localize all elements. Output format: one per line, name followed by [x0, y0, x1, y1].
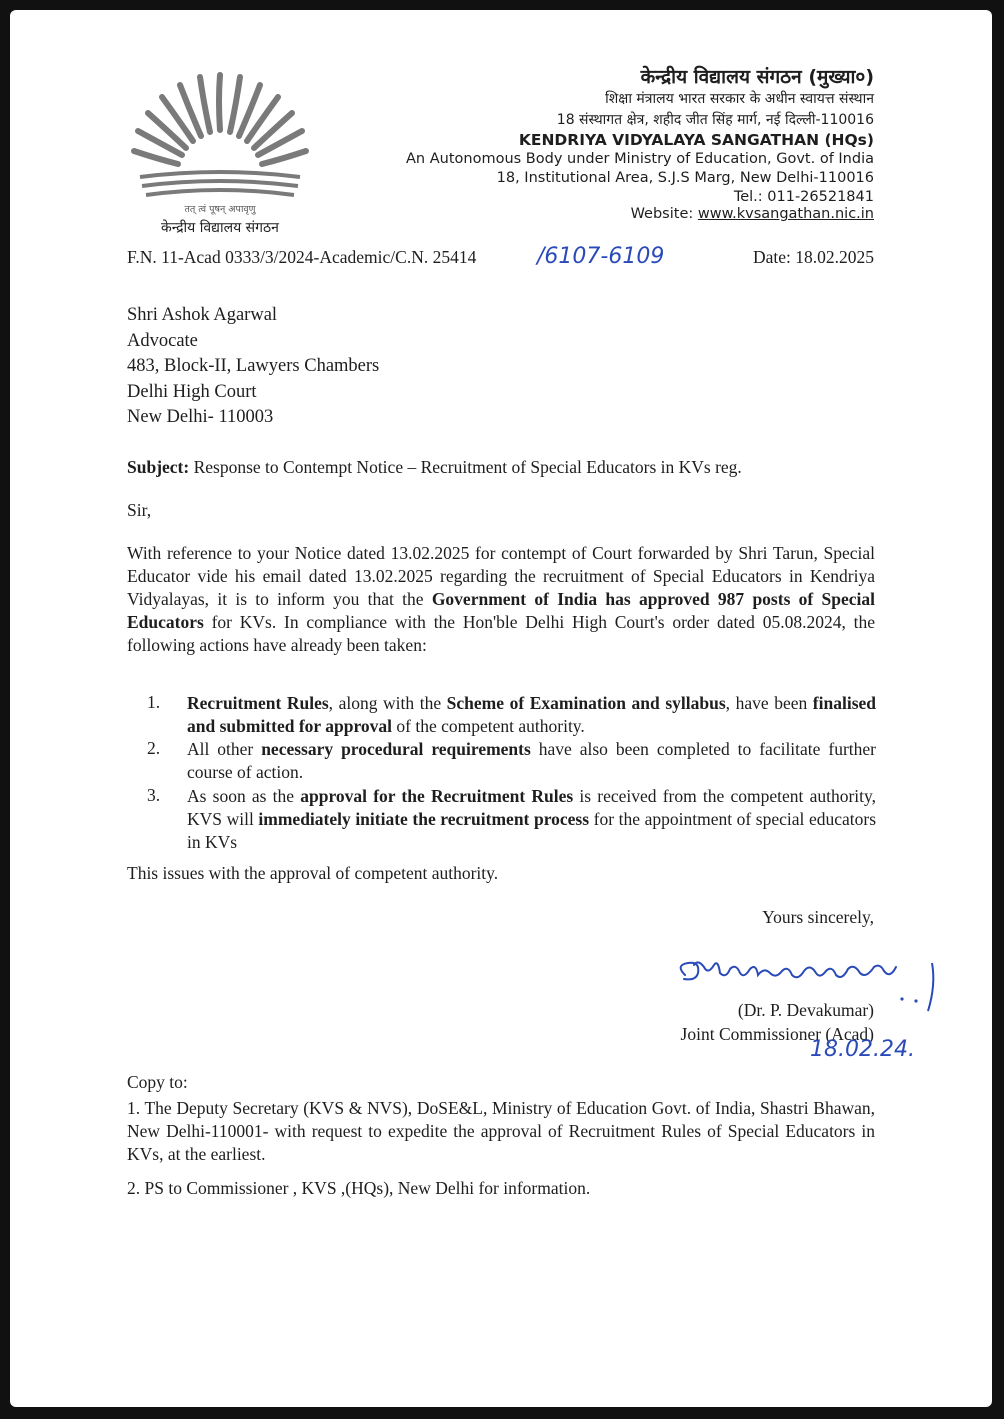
list-emphasis: immediately initiate the recruitment process [258, 809, 590, 829]
addressee-line: Advocate [127, 330, 198, 351]
copy-to-label: Copy to: [127, 1072, 188, 1092]
list-text: have also been completed to facilitate further course of action. [187, 739, 876, 782]
list-emphasis: approval for the Recruitment Rules [300, 786, 574, 806]
list-text: of the competent authority. [392, 716, 585, 736]
list-text: , have been [725, 693, 813, 713]
salutation: Sir, [127, 500, 152, 520]
list-number: 2. [147, 738, 161, 758]
list-number: 3. [147, 785, 161, 805]
list-item [187, 738, 876, 784]
list-emphasis: Recruitment Rules [187, 693, 329, 713]
body-text: for KVs. In compliance with the Hon'ble Delhi High Court's order dated 05.08.2024, the following actions have already been taken: [127, 612, 875, 655]
addressee-line: Delhi High Court [127, 381, 257, 402]
letter-page [10, 10, 992, 1407]
kvs-rising-sun-emblem-icon [120, 55, 320, 240]
list-item [187, 692, 876, 738]
addressee-line: Shri Ashok Agarwal [127, 305, 278, 325]
yours-sincerely: Yours sincerely, [762, 907, 874, 927]
autonomous-body-line: An Autonomous Body under Ministry of Education, Govt. of India [406, 151, 874, 167]
signatory-name: (Dr. P. Devakumar) [737, 1000, 874, 1020]
list-emphasis: finalised and submitted for approval [187, 693, 877, 736]
org-name-hindi: केन्द्रीय विद्यालय संगठन (मुख्या०) [640, 66, 874, 88]
logo-name: केन्द्रीय विद्यालय संगठन [161, 220, 279, 236]
addressee-line: 483, Block-II, Lawyers Chambers [127, 356, 380, 376]
body-paragraph [127, 542, 875, 657]
list-text: for the appointment of special educators in KVs [187, 809, 877, 852]
logo-motto: तत् त्वं पूषन् अपावृणु [184, 204, 256, 215]
copy-item: 1. The Deputy Secretary (KVS & NVS), DoSE&L, Ministry of Education Govt. of India, Shastri Bhawan, New Delhi-110001- with request to expedite the approval of Recruitment Rules of Special Educators in KVs, at the earliest. [127, 1098, 875, 1164]
handwritten-dispatch-number: /6107-6109 [537, 244, 665, 269]
letter-date: Date: 18.02.2025 [752, 247, 874, 267]
list-text: As soon as the [187, 786, 301, 806]
ministry-hindi: शिक्षा मंत्रालय भारत सरकार के अधीन स्वायत्त संस्थान [605, 91, 874, 107]
subject-label: Subject: [127, 457, 190, 477]
list-emphasis: necessary procedural requirements [261, 739, 531, 759]
subject-text: Response to Contempt Notice – Recruitment of Special Educators in KVs reg. [193, 457, 742, 477]
addressee-block [127, 303, 527, 431]
list-number: 1. [147, 692, 161, 712]
list-emphasis: Scheme of Examination and syllabus [446, 693, 726, 713]
list-item [187, 785, 876, 854]
website-line [631, 206, 874, 222]
file-number: F.N. 11-Acad 0333/3/2024-Academic/C.N. 25414 [127, 247, 477, 267]
website-label: Website: [630, 206, 694, 222]
list-text: , along with the [328, 693, 447, 713]
handwritten-date: 18.02.24. [810, 1037, 915, 1062]
copy-item: 2. PS to Commissioner , KVS ,(HQs), New Delhi for information. [127, 1178, 591, 1198]
address-hindi: 18 संस्थागत क्षेत्र, शहीद जीत सिंह मार्ग, नई दिल्ली-110016 [556, 112, 874, 128]
body-emphasis: Government of India has approved 987 posts of Special Educators [127, 589, 875, 632]
website-link[interactable]: www.kvsangathan.nic.in [697, 206, 874, 222]
closing-line: This issues with the approval of competent authority. [127, 863, 499, 883]
org-name-english: KENDRIYA VIDYALAYA SANGATHAN (HQs) [518, 131, 874, 149]
addressee-line: New Delhi- 110003 [127, 407, 274, 427]
signatory-designation: Joint Commissioner (Acad) [680, 1024, 874, 1044]
list-text: is received from the competent authority, KVS will [187, 786, 876, 829]
subject-line [127, 457, 742, 478]
address-english: 18, Institutional Area, S.J.S Marg, New Delhi-110016 [496, 170, 874, 186]
telephone: Tel.: 011-26521841 [733, 189, 874, 205]
body-text: With reference to your Notice dated 13.02.2025 for contempt of Court forwarded by Shri Tarun, Special Educator vide his email dated 13.02.2025 regarding the recruitment of Special Educators in Kendriya Vidyalayas, it is to inform you that the [127, 543, 875, 609]
list-text: All other [187, 739, 262, 759]
